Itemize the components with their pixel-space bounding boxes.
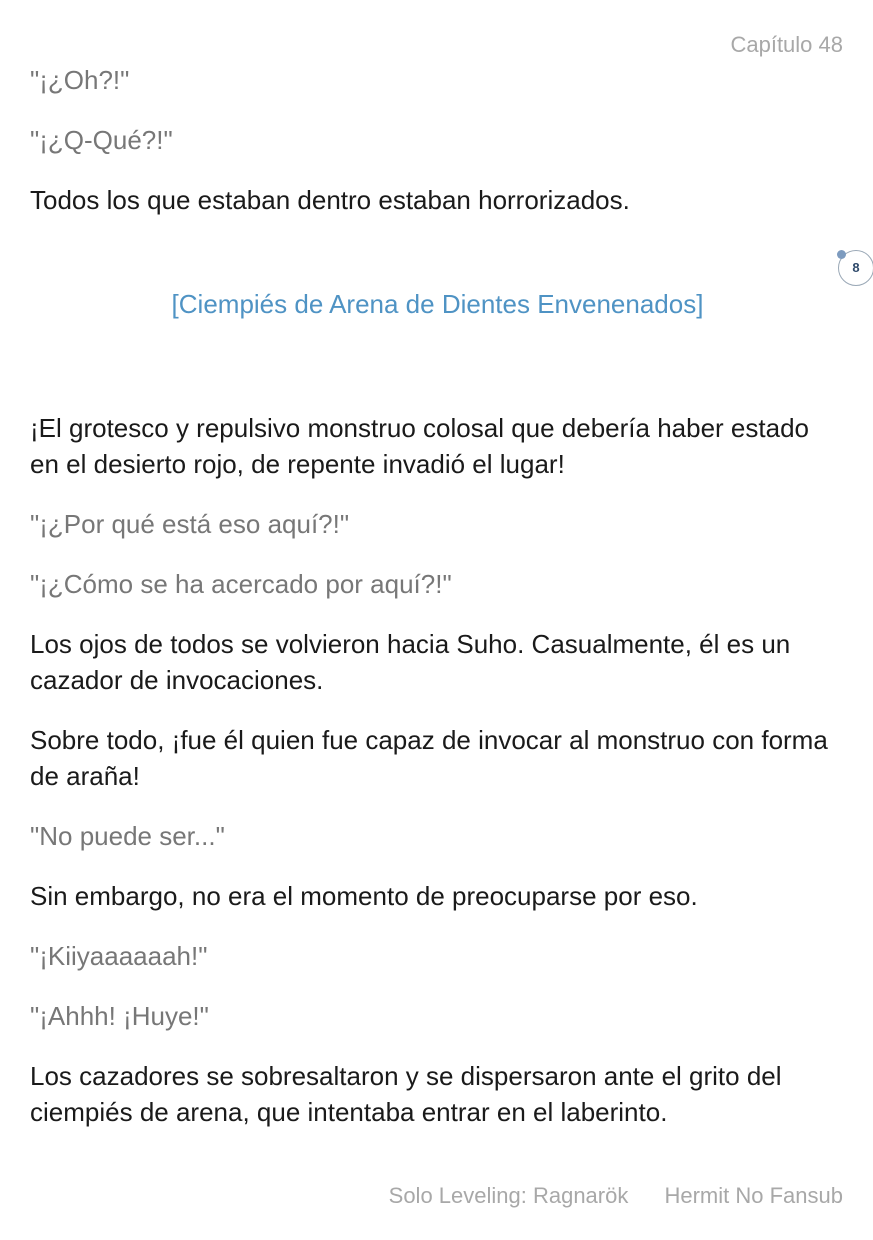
paragraph: Los cazadores se sobresaltaron y se dispersaron ante el grito del ciempiés de arena, que intentaba entrar en el laberinto. — [30, 1061, 782, 1127]
paragraph: Sobre todo, ¡fue él quien fue capaz de invocar al monstruo con forma de araña! — [30, 725, 828, 791]
paragraph: "¡¿Cómo se ha acercado por aquí?!" — [30, 569, 452, 599]
paragraph: "¡Ahhh! ¡Huye!" — [30, 1001, 209, 1031]
chapter-header: Capítulo 48 — [730, 32, 843, 57]
paragraph: Sin embargo, no era el momento de preocuparse por eso. — [30, 881, 698, 911]
page-number: 8 — [852, 260, 860, 275]
paragraph: Los ojos de todos se volvieron hacia Suho. Casualmente, él es un cazador de invocaciones. — [30, 629, 791, 695]
footer — [389, 1183, 843, 1209]
footer-group-name: Hermit No Fansub — [664, 1183, 843, 1208]
paragraph: "No puede ser..." — [30, 821, 225, 851]
paragraph: "¡¿Por qué está eso aquí?!" — [30, 509, 350, 539]
paragraph: "¡¿Oh?!" — [30, 65, 130, 95]
system-message: [Ciempiés de Arena de Dientes Envenenados] — [171, 289, 704, 319]
chapter-text — [30, 62, 845, 1154]
paragraph: "¡¿Q-Qué?!" — [30, 125, 173, 155]
paragraph: ¡El grotesco y repulsivo monstruo colosal que debería haber estado en el desierto rojo, de repente invadió el lugar! — [30, 413, 809, 479]
paragraph: Todos los que estaban dentro estaban horrorizados. — [30, 185, 630, 215]
paragraph: "¡Kiiyaaaaaah!" — [30, 941, 208, 971]
footer-novel-title: Solo Leveling: Ragnarök — [388, 1183, 629, 1208]
